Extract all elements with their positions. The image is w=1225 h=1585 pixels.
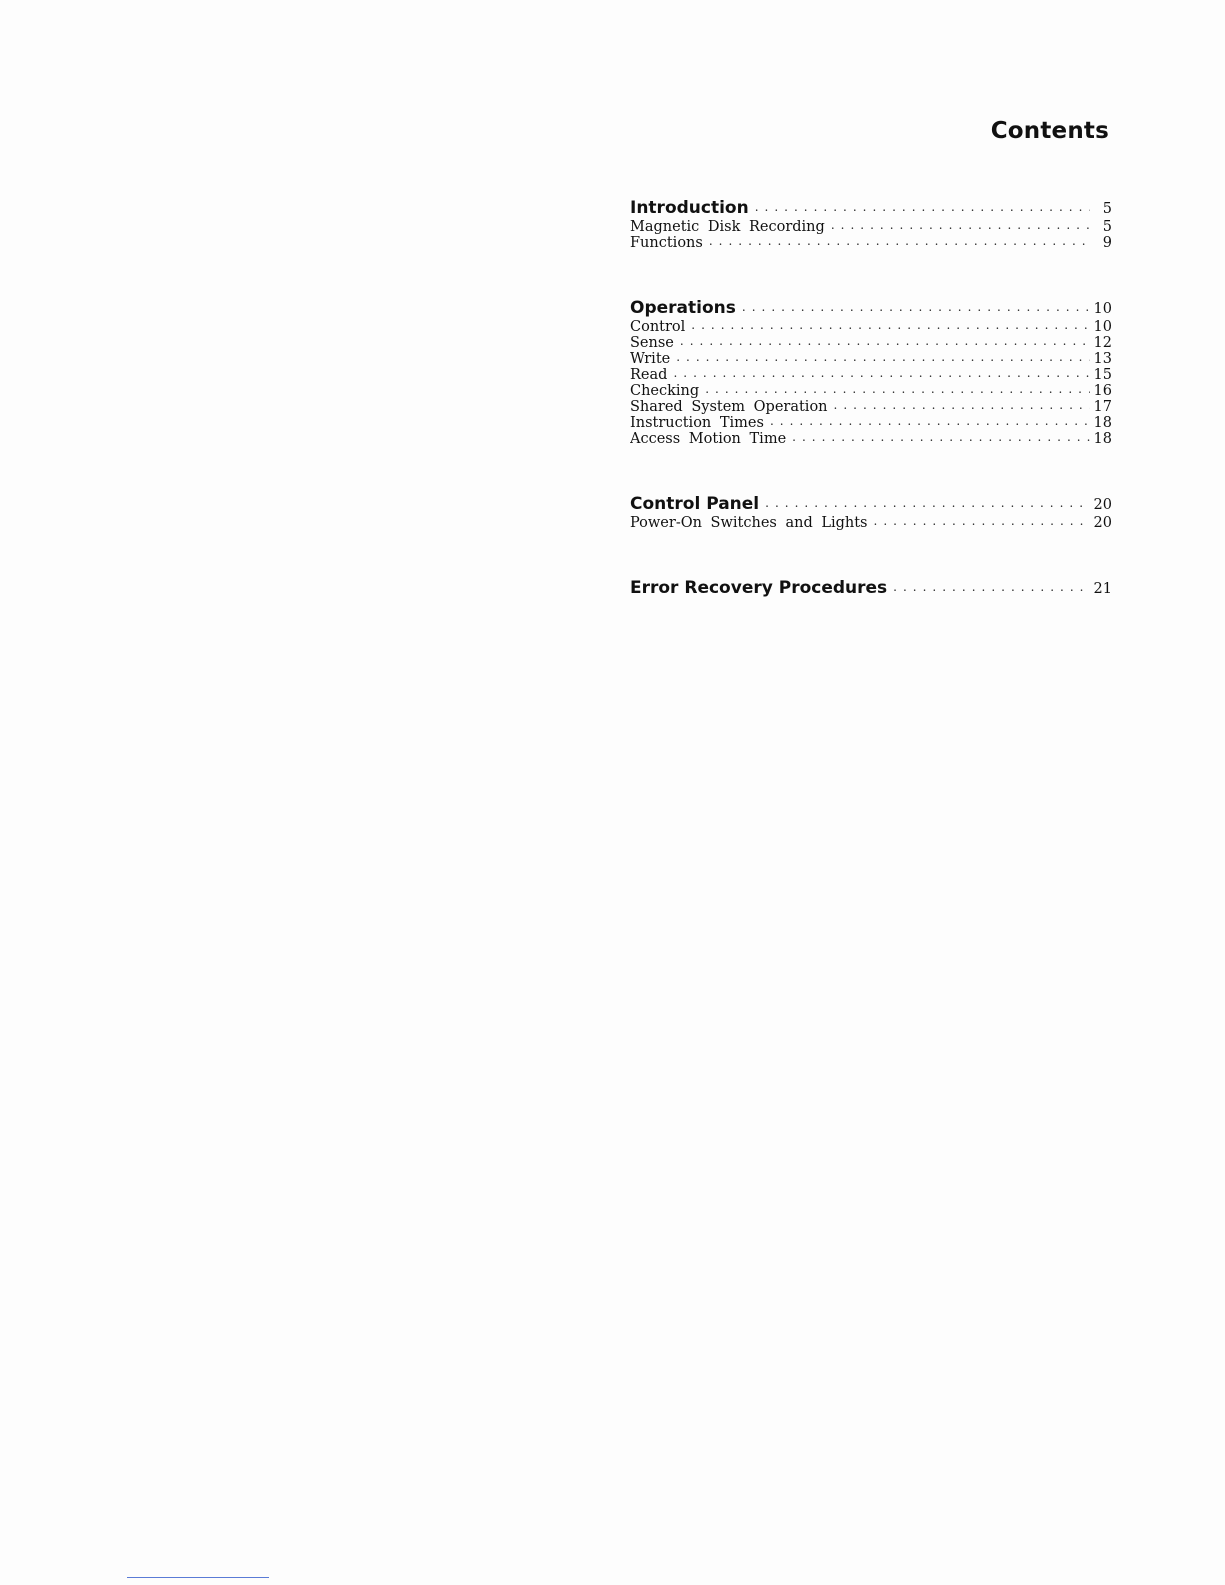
toc-entry-label: Read bbox=[630, 367, 668, 383]
toc-entry[interactable] bbox=[630, 367, 1112, 383]
toc-entry-label: Write bbox=[630, 351, 671, 367]
toc-heading[interactable] bbox=[630, 298, 1112, 319]
toc-page-number: 13 bbox=[1093, 351, 1112, 367]
toc-section-control-panel bbox=[630, 494, 1112, 531]
toc-page-number: 10 bbox=[1093, 301, 1112, 317]
toc-leader-dots bbox=[742, 298, 1090, 318]
footer-rule bbox=[127, 1577, 269, 1578]
toc-heading-label: Control Panel bbox=[630, 494, 760, 514]
toc-leader-dots bbox=[680, 335, 1090, 349]
toc-page-number: 15 bbox=[1093, 367, 1112, 383]
toc-heading[interactable] bbox=[630, 578, 1112, 599]
toc-leader-dots bbox=[792, 431, 1089, 445]
toc-page-number: 18 bbox=[1093, 431, 1112, 447]
toc-entry-label: Functions bbox=[630, 235, 703, 251]
toc-heading-label: Operations bbox=[630, 298, 736, 318]
toc-entry-label: Power-On Switches and Lights bbox=[630, 515, 868, 531]
toc-entry[interactable] bbox=[630, 319, 1112, 335]
toc-section-operations bbox=[630, 298, 1112, 447]
toc-entry-label: Checking bbox=[630, 383, 700, 399]
toc-heading-label: Error Recovery Procedures bbox=[630, 578, 888, 598]
toc-heading[interactable] bbox=[630, 494, 1112, 515]
toc-leader-dots bbox=[755, 198, 1090, 218]
toc-leader-dots bbox=[834, 399, 1090, 413]
toc-entry-label: Magnetic Disk Recording bbox=[630, 219, 825, 235]
toc-leader-dots bbox=[831, 219, 1090, 233]
toc-leader-dots bbox=[893, 578, 1089, 598]
toc-page-number: 16 bbox=[1093, 383, 1112, 399]
toc-page-number: 20 bbox=[1093, 515, 1112, 531]
toc-page-number: 12 bbox=[1093, 335, 1112, 351]
toc-page-number: 21 bbox=[1093, 581, 1112, 597]
toc-entry[interactable] bbox=[630, 351, 1112, 367]
toc-leader-dots bbox=[676, 351, 1089, 365]
toc-entry-label: Access Motion Time bbox=[630, 431, 787, 447]
toc-entry[interactable] bbox=[630, 235, 1112, 251]
toc-leader-dots bbox=[709, 235, 1090, 249]
toc-entry[interactable] bbox=[630, 399, 1112, 415]
toc-page-number: 20 bbox=[1093, 497, 1112, 513]
page-title: Contents bbox=[990, 118, 1109, 144]
toc-entry-label: Instruction Times bbox=[630, 415, 764, 431]
toc-leader-dots bbox=[765, 494, 1089, 514]
toc-entry[interactable] bbox=[630, 415, 1112, 431]
toc-page-number: 10 bbox=[1093, 319, 1112, 335]
toc-entry-label: Control bbox=[630, 319, 686, 335]
toc-leader-dots bbox=[691, 319, 1089, 333]
toc-page-number: 18 bbox=[1093, 415, 1112, 431]
toc-entry[interactable] bbox=[630, 335, 1112, 351]
toc-leader-dots bbox=[770, 415, 1090, 429]
toc-heading-label: Introduction bbox=[630, 198, 749, 218]
toc-section-introduction bbox=[630, 198, 1112, 251]
toc-leader-dots bbox=[874, 515, 1090, 529]
toc-leader-dots bbox=[705, 383, 1089, 397]
toc-entry[interactable] bbox=[630, 383, 1112, 399]
toc-page-number: 17 bbox=[1093, 399, 1112, 415]
toc-entry-label: Shared System Operation bbox=[630, 399, 828, 415]
toc-entry-label: Sense bbox=[630, 335, 674, 351]
toc-entry[interactable] bbox=[630, 431, 1112, 447]
toc-heading[interactable] bbox=[630, 198, 1112, 219]
toc-section-error-recovery bbox=[630, 578, 1112, 599]
toc-page-number: 5 bbox=[1102, 201, 1112, 217]
toc-page-number: 5 bbox=[1102, 219, 1112, 235]
toc-entry[interactable] bbox=[630, 515, 1112, 531]
toc-page-number: 9 bbox=[1102, 235, 1112, 251]
toc-entry[interactable] bbox=[630, 219, 1112, 235]
toc-leader-dots bbox=[673, 367, 1089, 381]
